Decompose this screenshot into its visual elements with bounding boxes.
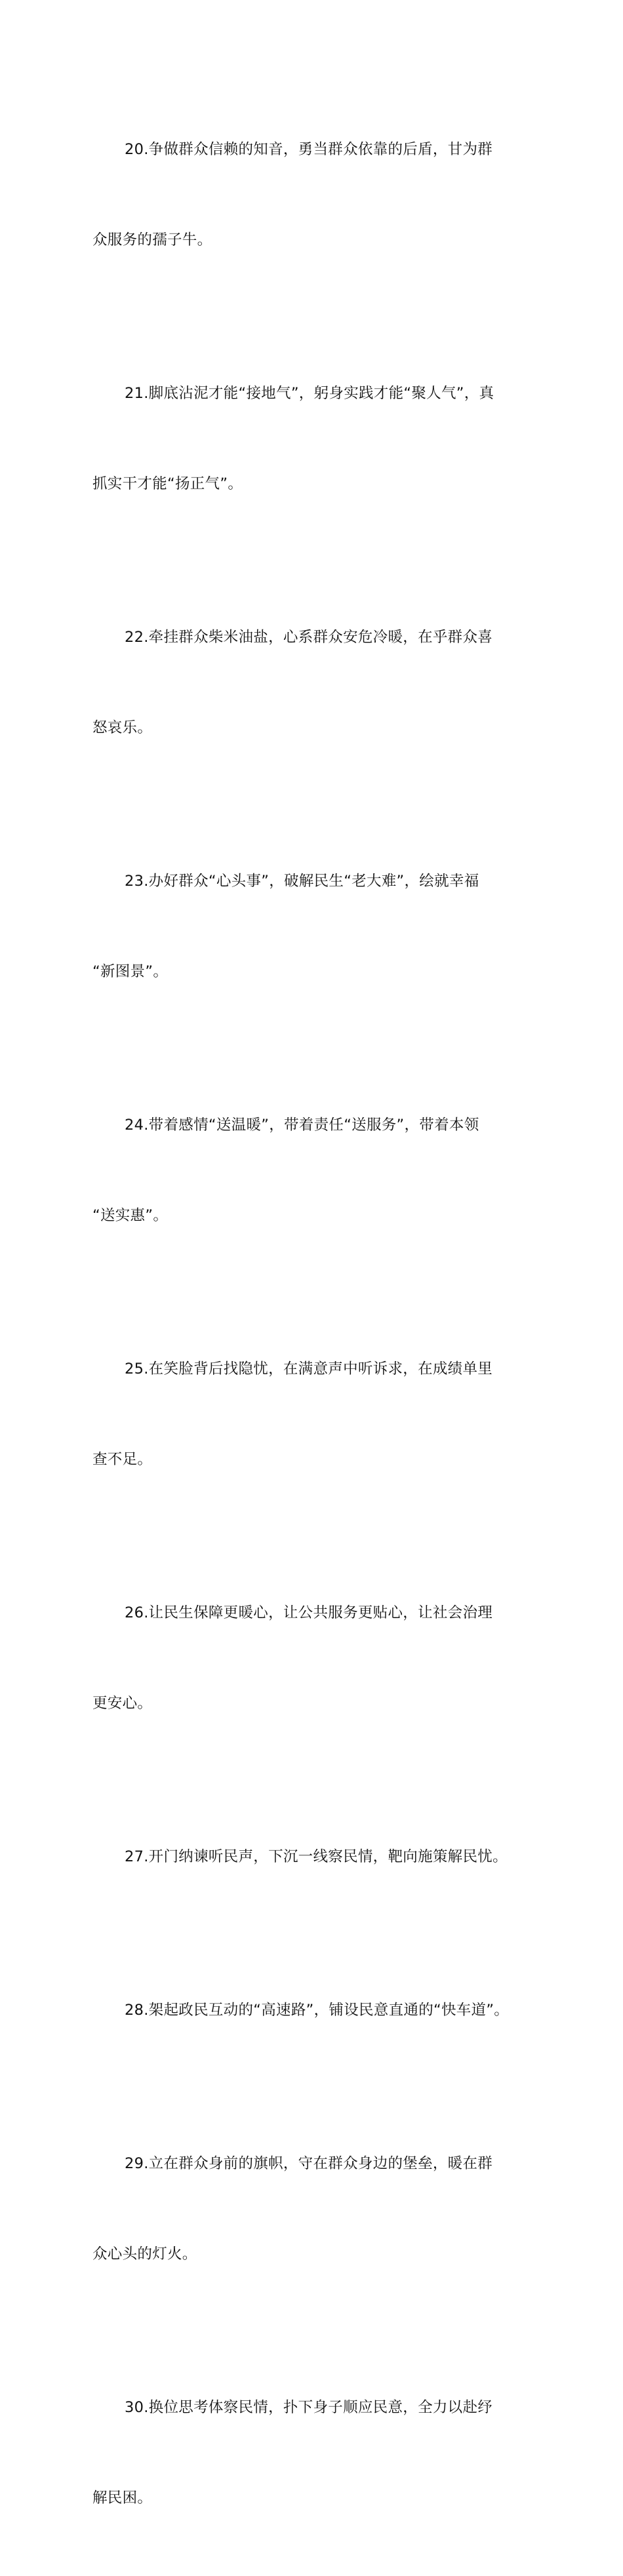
paragraph-21	[92, 318, 534, 559]
paragraph-line: 28.架起政民互动的“高速路”，铺设民意直通的“快车道”。	[125, 2002, 510, 2019]
paragraph-line: 29.立在群众身前的旗帜，守在群众身边的堡垒，暖在群	[125, 2155, 493, 2172]
paragraph-29	[92, 2088, 534, 2329]
paragraph-line: 怒哀乐。	[92, 719, 153, 736]
paragraph-30	[92, 2332, 534, 2573]
paragraph-line: 21.脚底沾泥才能“接地气”，躬身实践才能“聚人气”，真	[125, 385, 494, 402]
paragraph-26	[92, 1537, 534, 1779]
paragraph-22	[92, 562, 534, 803]
paragraph-line: 抓实干才能“扬正气”。	[92, 475, 243, 492]
document-body	[92, 74, 534, 2576]
paragraph-line: 26.让民生保障更暖心，让公共服务更贴心，让社会治理	[125, 1604, 493, 1621]
paragraph-line: 众心头的灯火。	[92, 2246, 197, 2263]
paragraph-line: 解民困。	[92, 2489, 153, 2507]
paragraph-line: 30.换位思考体察民情，扑下身子顺应民意，全力以赴纾	[125, 2399, 493, 2416]
paragraph-line: 众服务的孺子牛。	[92, 231, 212, 248]
paragraph-line: “新图景”。	[92, 963, 169, 980]
paragraph-28	[92, 1935, 534, 2086]
paragraph-line: 25.在笑脸背后找隐忧，在满意声中听诉求，在成绩单里	[125, 1360, 493, 1377]
paragraph-25	[92, 1294, 534, 1535]
paragraph-23	[92, 806, 534, 1047]
paragraph-line: 更安心。	[92, 1695, 153, 1712]
paragraph-line: 23.办好群众“心头事”，破解民生“老大难”，绘就幸福	[125, 873, 479, 890]
paragraph-line: 24.带着感情“送温暖”，带着责任“送服务”，带着本领	[125, 1117, 479, 1134]
paragraph-20	[92, 74, 534, 315]
paragraph-line: 22.牵挂群众柴米油盐，心系群众安危冷暖，在乎群众喜	[125, 629, 493, 646]
paragraph-line: 查不足。	[92, 1451, 153, 1468]
paragraph-27	[92, 1781, 534, 1932]
paragraph-line: “送实惠”。	[92, 1207, 169, 1224]
paragraph-24	[92, 1050, 534, 1291]
paragraph-line: 20.争做群众信赖的知音，勇当群众依靠的后盾，甘为群	[125, 141, 493, 158]
paragraph-line: 27.开门纳谏听民声，下沉一线察民情，靶向施策解民忧。	[125, 1848, 508, 1865]
